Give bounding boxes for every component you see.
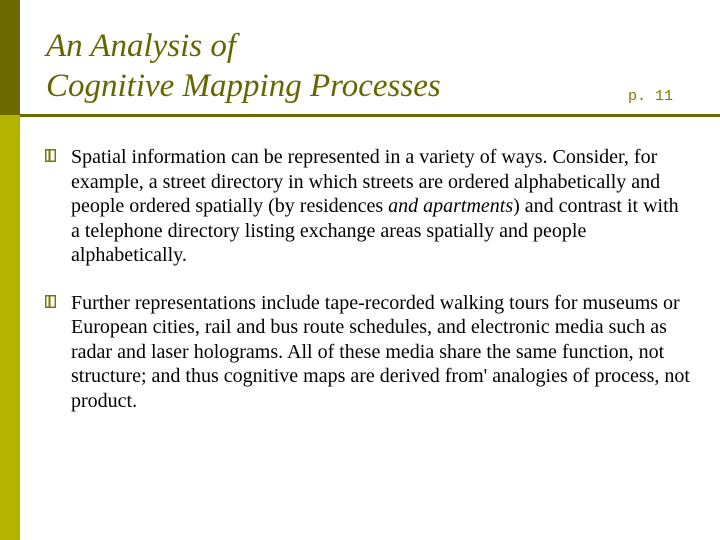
bullet-text-emphasis: and apartments bbox=[388, 195, 514, 217]
title-divider bbox=[20, 114, 720, 117]
slide-title-line-1: An Analysis of bbox=[46, 28, 237, 64]
page-number: p. 11 bbox=[628, 88, 674, 105]
slide-title bbox=[46, 26, 441, 106]
square-bullet-icon bbox=[45, 295, 56, 308]
bullet-text-part-2: ) and contrast it with a telephone directory listing exchange areas spatially and people alphabetically. bbox=[71, 195, 679, 266]
bullet-item-further-representations bbox=[44, 291, 690, 414]
bullet-text: Further representations include tape-recorded walking tours for museums or European cities, rail and bus route schedules, and electronic media such as radar and laser holograms. All of these media share the same function, not structure; and thus cognitive maps are derived from' analogies of process, not product. bbox=[71, 291, 690, 412]
square-bullet-icon bbox=[45, 149, 56, 162]
bullet-list bbox=[44, 145, 690, 413]
bullet-item-spatial-information bbox=[44, 145, 690, 268]
bullet-text-part-1: Spatial information can be represented in a variety of ways. Consider, for example, a street directory in which streets are ordered alphabetically and people ordered spatially (by residences bbox=[71, 146, 661, 217]
slide-title-line-2: Cognitive Mapping Processes bbox=[46, 68, 441, 104]
sidebar-accent-top bbox=[0, 0, 20, 115]
